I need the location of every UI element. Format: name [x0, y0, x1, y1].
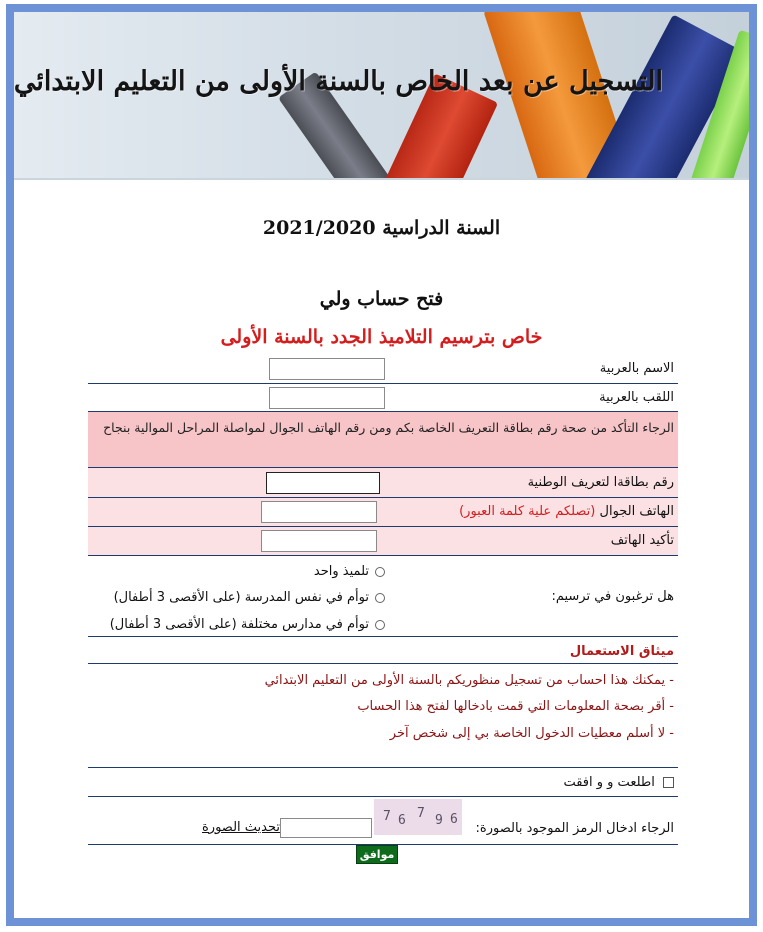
- radio-twins-different-schools[interactable]: [110, 617, 385, 632]
- id-card-row: [88, 468, 678, 498]
- warning-text: الرجاء التأكد من صحة رقم بطاقة التعريف الخاصة بكم ومن رقم الهاتف الجوال لمواصلة المراحل الموالية بنجاح: [103, 420, 674, 435]
- captcha-char: 9: [435, 813, 443, 828]
- agree-row: [88, 768, 678, 797]
- charter-items-row: [88, 664, 678, 768]
- radio-twins-different-schools-label: توأم في مدارس مختلفة (على الأقصى 3 أطفال): [109, 617, 369, 632]
- captcha-char: 7: [417, 806, 425, 821]
- captcha-row: [88, 797, 678, 845]
- agree-checkbox-group[interactable]: [563, 775, 674, 790]
- arabic-surname-input[interactable]: [269, 387, 385, 409]
- arabic-name-input[interactable]: [269, 358, 385, 380]
- mobile-row: [88, 498, 678, 527]
- charter-item: - لا أسلم معطيات الدخول الخاصة بي إلى شخص آخر: [389, 726, 674, 741]
- captcha-image: [374, 799, 462, 835]
- confirm-phone-label: تأكيد الهاتف: [610, 533, 674, 548]
- captcha-char: 6: [398, 813, 406, 828]
- arabic-name-label: الاسم بالعربية: [599, 361, 674, 376]
- charter-item: - أقر بصحة المعلومات التي قمت بادخالها لفتح هذا الحساب: [357, 699, 674, 714]
- captcha-char: 7: [383, 809, 391, 824]
- mobile-label: الهاتف الجوال: [599, 504, 674, 519]
- captcha-char: 6: [450, 812, 458, 827]
- arabic-surname-row: [88, 384, 678, 412]
- confirm-phone-row: [88, 527, 678, 556]
- radio-single-student-dot[interactable]: [375, 567, 385, 577]
- agree-label: اطلعت و و افقت: [563, 775, 655, 790]
- header-banner: [14, 12, 749, 180]
- mobile-label-group: [459, 504, 674, 519]
- radio-twins-different-schools-dot[interactable]: [375, 620, 385, 630]
- registration-type-row: [88, 556, 678, 636]
- form-subtitle: خاص بترسيم التلاميذ الجدد بالسنة الأولى: [220, 326, 543, 348]
- school-year-heading: السنة الدراسية 2021/2020: [262, 217, 501, 239]
- warning-row: [88, 412, 678, 468]
- arabic-name-row: [88, 355, 678, 384]
- agree-checkbox[interactable]: [663, 777, 674, 788]
- registration-form: [88, 355, 678, 845]
- refresh-captcha-link[interactable]: تحديث الصورة: [202, 820, 280, 835]
- registration-question: هل ترغبون في ترسيم:: [551, 589, 674, 604]
- id-card-input[interactable]: [266, 472, 380, 494]
- radio-twins-same-school[interactable]: [114, 590, 385, 605]
- form-title: فتح حساب ولي: [319, 288, 444, 310]
- charter-item: - يمكنك هذا احساب من تسجيل منظوريكم بالسنة الأولى من التعليم الابتدائي: [264, 673, 674, 688]
- banner-title: التسجيل عن بعد الخاص بالسنة الأولى من التعليم الابتدائي: [14, 66, 663, 97]
- submit-button[interactable]: موافق: [356, 845, 398, 864]
- page-frame: [6, 4, 757, 926]
- arabic-surname-label: اللقب بالعربية: [599, 390, 674, 405]
- captcha-label: الرجاء ادخال الرمز الموجود بالصورة:: [475, 821, 674, 836]
- charter-title-row: [88, 636, 678, 664]
- confirm-phone-input[interactable]: [261, 530, 377, 552]
- id-card-label: رقم بطاقةا لتعريف الوطنية: [527, 475, 674, 490]
- radio-single-student-label: تلميذ واحد: [313, 564, 369, 579]
- radio-twins-same-school-dot[interactable]: [375, 593, 385, 603]
- mobile-note: (تصلكم علية كلمة العبور): [459, 504, 596, 519]
- radio-twins-same-school-label: توأم في نفس المدرسة (على الأقصى 3 أطفال): [113, 590, 369, 605]
- mobile-input[interactable]: [261, 501, 377, 523]
- radio-single-student[interactable]: [314, 564, 385, 579]
- charter-title: ميثاق الاستعمال: [569, 644, 674, 659]
- captcha-input[interactable]: [280, 818, 372, 838]
